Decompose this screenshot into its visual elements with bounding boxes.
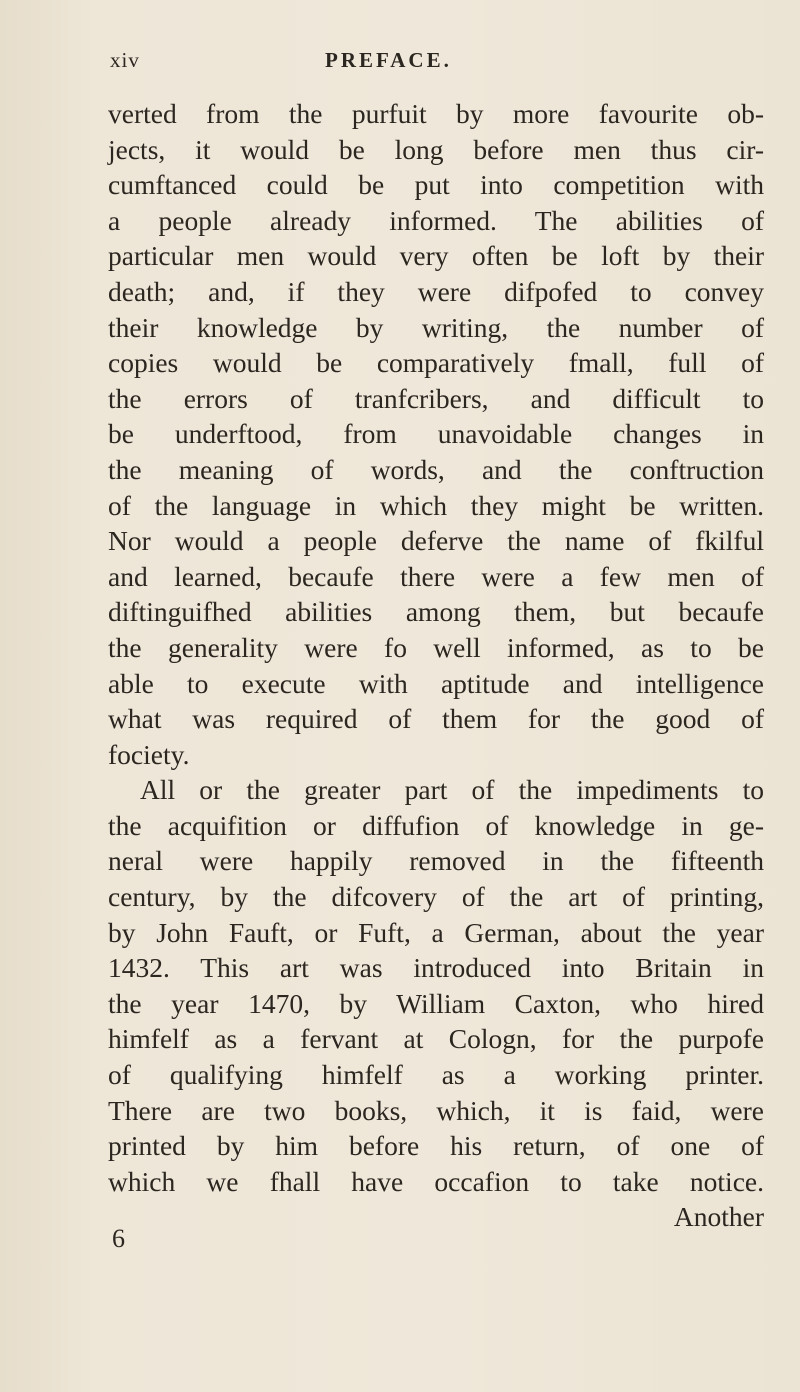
text-line: printed by him before his return, of one of <box>108 1130 764 1162</box>
text-line: copies would be comparatively fmall, full of <box>108 347 764 379</box>
text-line: Nor would a people deferve the name of fkilful <box>108 525 764 557</box>
text-line: diftinguifhed abilities among them, but becaufe <box>108 596 764 628</box>
text-line: jects, it would be long before men thus cir- <box>108 133 764 165</box>
text-line: himfelf as a fervant at Cologn, for the purpofe <box>108 1023 764 1055</box>
text-line: the year 1470, by William Caxton, who hired <box>108 987 764 1019</box>
text-line: particular men would very often be loft by their <box>108 240 764 272</box>
text-line: There are two books, which, it is faid, were <box>108 1094 764 1126</box>
text-line: and learned, becaufe there were a few men of <box>108 560 764 592</box>
signature-mark: 6 <box>112 1224 125 1253</box>
text-line: neral were happily removed in the fifteenth <box>108 845 764 877</box>
text-line: a people already informed. The abilities of <box>108 204 764 236</box>
text-line: 1432. This art was introduced into Britain in <box>108 952 764 984</box>
text-line: century, by the difcovery of the art of printing, <box>108 881 764 913</box>
running-head <box>110 48 720 82</box>
text-line: of the language in which they might be written. <box>108 489 764 521</box>
text-line: verted from the purfuit by more favourite ob- <box>108 98 764 129</box>
body-text <box>108 96 764 1235</box>
text-line: be underftood, from unavoidable changes in <box>108 418 764 450</box>
text-line: the meaning of words, and the conftruction <box>108 453 764 485</box>
text-line: the generality were fo well informed, as to be <box>108 631 764 663</box>
text-line: the acquifition or diffufion of knowledge in ge- <box>108 809 764 841</box>
text-line: the errors of tranfcribers, and difficult to <box>108 382 764 414</box>
running-title: PREFACE. <box>325 48 452 72</box>
text-line: which we fhall have occafion to take notice. <box>108 1165 764 1197</box>
text-line: their knowledge by writing, the number of <box>108 311 764 343</box>
text-line: by John Fauft, or Fuft, a German, about the year <box>108 916 764 948</box>
text-line: death; and, if they were difpofed to convey <box>108 275 764 307</box>
text-line: All or the greater part of the impediments to <box>140 774 764 806</box>
text-line: able to execute with aptitude and intelligence <box>108 667 764 699</box>
page-number: xiv <box>110 48 140 72</box>
catchword: Another <box>673 1201 764 1233</box>
text-line: what was required of them for the good of <box>108 703 764 735</box>
text-line: fociety. <box>108 738 190 770</box>
text-line: cumftanced could be put into competition with <box>108 169 764 201</box>
text-line: of qualifying himfelf as a working printer. <box>108 1059 764 1091</box>
